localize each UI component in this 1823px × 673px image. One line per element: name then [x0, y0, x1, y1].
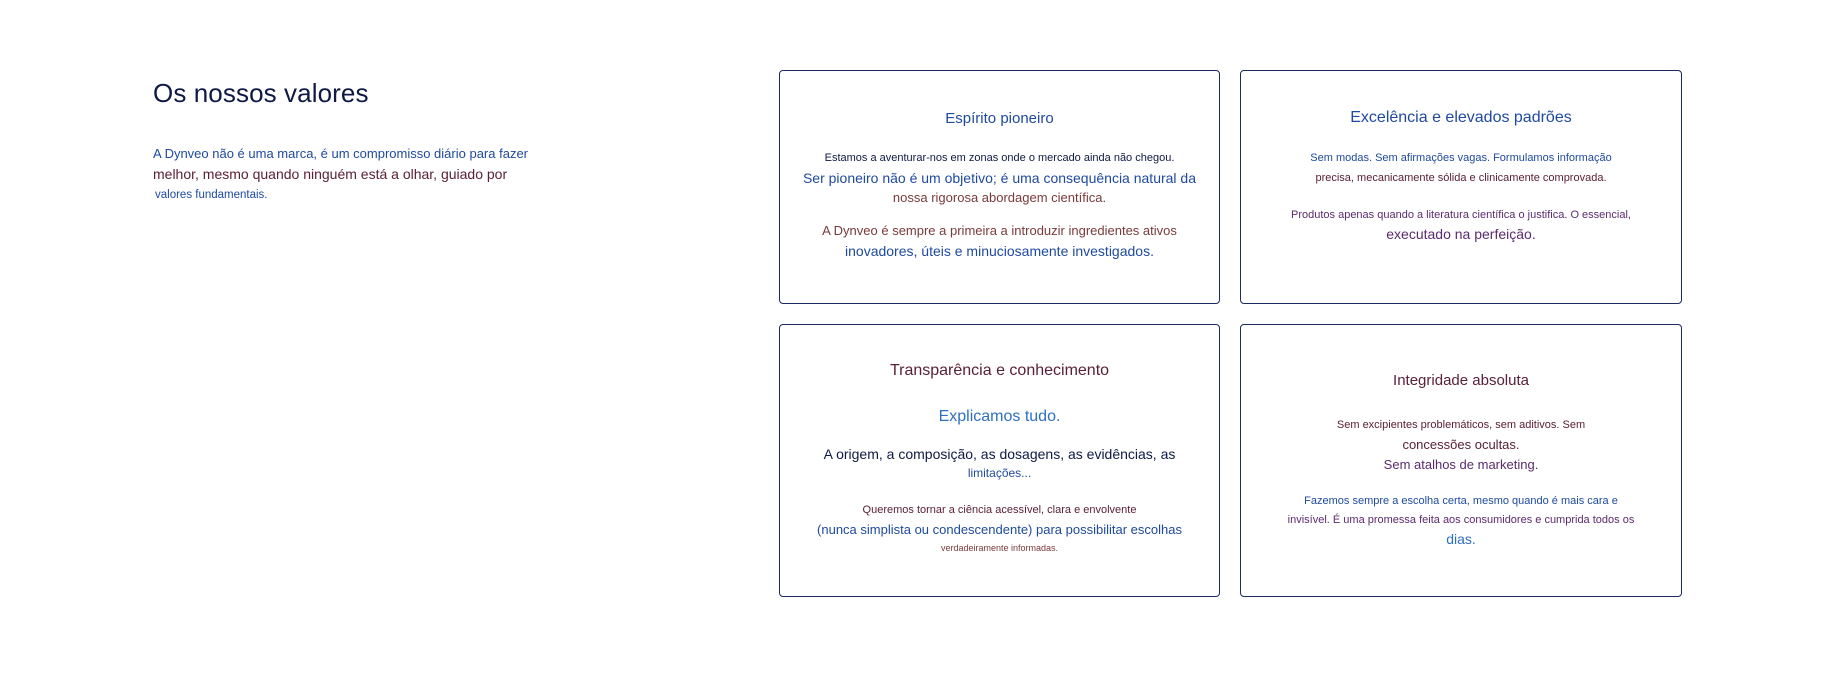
card-text-line: precisa, mecanicamente sólida e clinicamente comprovada. — [1315, 172, 1607, 184]
card-paragraph — [780, 221, 1219, 261]
intro-text — [153, 143, 573, 206]
card-paragraph — [1241, 148, 1681, 188]
card-text-line: concessões ocultas. — [1402, 437, 1520, 452]
value-card-transparency — [779, 324, 1220, 597]
card-paragraph — [1241, 206, 1681, 244]
card-title: Integridade absoluta — [1393, 372, 1529, 389]
value-card-pioneer — [779, 70, 1220, 304]
intro-block — [153, 78, 573, 206]
card-title: Espírito pioneiro — [945, 110, 1054, 127]
card-paragraph — [780, 148, 1219, 208]
card-text-line: verdadeiramente informadas. — [940, 543, 1059, 553]
card-title: Excelência e elevados padrões — [1350, 109, 1572, 126]
section-title: Os nossos valores — [153, 78, 369, 108]
card-text-line: executado na perfeição. — [1386, 226, 1536, 242]
card-text-line: limitações... — [967, 466, 1032, 480]
card-text-line: A origem, a composição, as dosagens, as evidências, as — [823, 446, 1176, 462]
card-paragraph — [780, 445, 1219, 483]
card-text-line: Sem modas. Sem afirmações vagas. Formulamos informação — [1310, 152, 1612, 164]
card-paragraph — [780, 501, 1219, 558]
card-paragraph — [1241, 492, 1681, 549]
card-text-line: Estamos a aventurar-nos em zonas onde o mercado ainda não chegou. — [824, 152, 1175, 164]
card-text-line: Sem atalhos de marketing. — [1383, 457, 1539, 472]
card-text-line: (nunca simplista ou condescendente) para possibilitar escolhas — [817, 522, 1182, 537]
card-title: Transparência e conhecimento — [889, 362, 1110, 379]
card-text-line: Queremos tornar a ciência acessível, clara e envolvente — [862, 504, 1137, 516]
intro-line-3: valores fundamentais. — [155, 189, 268, 201]
card-text-line: inovadores, úteis e minuciosamente investigados. — [845, 243, 1154, 259]
card-text-line: Fazemos sempre a escolha certa, mesmo quando é mais cara e — [1304, 495, 1618, 507]
card-text-line: A Dynveo é sempre a primeira a introduzir ingredientes ativos — [822, 223, 1177, 238]
card-paragraph — [1241, 415, 1681, 475]
card-text-line: dias. — [1446, 531, 1476, 547]
card-text-line: Produtos apenas quando a literatura científica o justifica. O essencial, — [1291, 209, 1631, 221]
card-text-line: Ser pioneiro não é um objetivo; é uma consequência natural da — [802, 170, 1197, 186]
value-card-excellence — [1240, 70, 1682, 304]
card-text-line: Sem excipientes problemáticos, sem aditivos. Sem — [1336, 419, 1586, 431]
intro-line-1: A Dynveo não é uma marca, é um compromisso diário para fazer — [153, 146, 529, 161]
value-card-integrity — [1240, 324, 1682, 597]
card-text-line: nossa rigorosa abordagem científica. — [892, 190, 1107, 205]
card-highlight: Explicamos tudo. — [938, 408, 1061, 425]
intro-line-2: melhor, mesmo quando ninguém está a olhar, guiado por — [153, 166, 508, 182]
card-text-line: invisível. É uma promessa feita aos consumidores e cumprida todos os — [1287, 514, 1635, 526]
